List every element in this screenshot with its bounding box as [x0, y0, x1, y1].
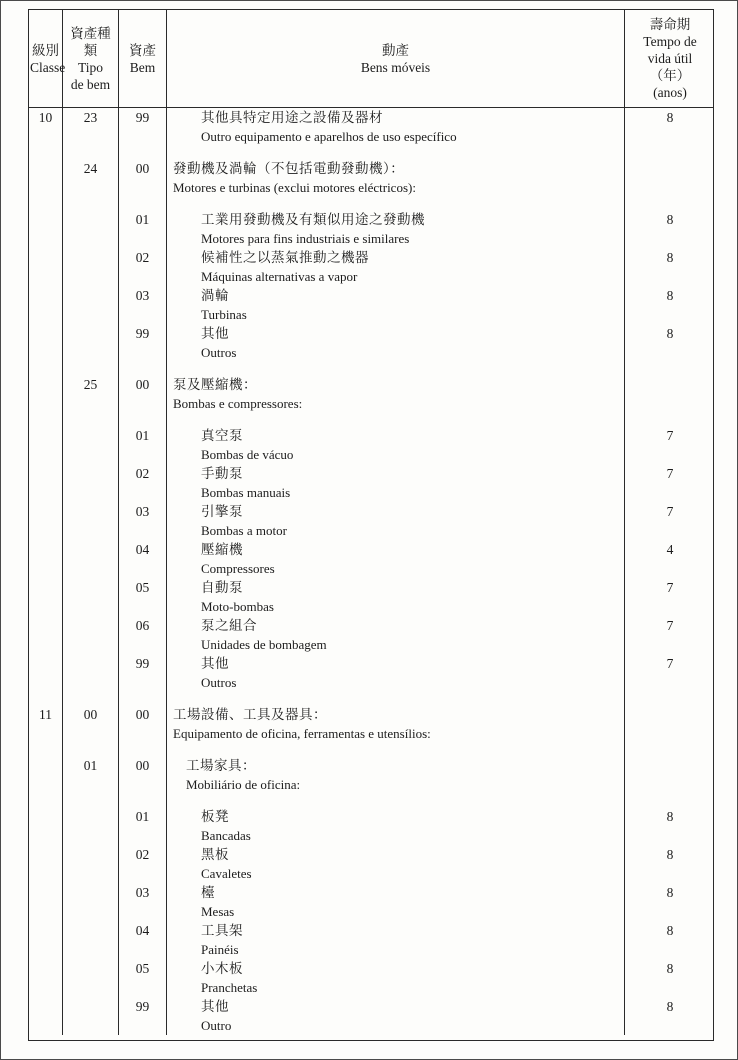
- description-pt: Painéis: [201, 942, 239, 957]
- table-row: [29, 324, 713, 362]
- description-zh: 其他具特定用途之設備及器材: [201, 110, 383, 125]
- description-pt: Pranchetas: [201, 980, 258, 995]
- header-cell-bem: [119, 10, 167, 107]
- cell-bem: 99: [119, 324, 167, 362]
- description-pt: Bombas de vácuo: [201, 447, 294, 462]
- header-cell-vida: [625, 10, 715, 107]
- description-zh: 工業用發動機及有類似用途之發動機: [201, 212, 425, 227]
- cell-classe: [29, 197, 63, 248]
- cell-tipo: [63, 654, 119, 692]
- header-cell-movel: [167, 10, 625, 107]
- description-pt: Compressores: [201, 561, 275, 576]
- cell-bem: 01: [119, 413, 167, 464]
- cell-classe: [29, 540, 63, 578]
- description-pt: Moto-bombas: [201, 599, 274, 614]
- cell-bem: 06: [119, 616, 167, 654]
- description-pt: Outros: [201, 345, 237, 360]
- cell-description: [167, 464, 625, 502]
- cell-vida-util: [625, 692, 715, 743]
- cell-tipo: [63, 413, 119, 464]
- header-cell-tipo: [63, 10, 119, 107]
- cell-classe: 10: [29, 108, 63, 146]
- cell-classe: [29, 845, 63, 883]
- cell-vida-util: [625, 146, 715, 197]
- cell-description: [167, 248, 625, 286]
- cell-classe: [29, 997, 63, 1035]
- cell-classe: [29, 362, 63, 413]
- cell-description: [167, 146, 625, 197]
- cell-tipo: [63, 197, 119, 248]
- cell-bem: 99: [119, 654, 167, 692]
- cell-tipo: 00: [63, 692, 119, 743]
- cell-description: [167, 413, 625, 464]
- cell-tipo: [63, 502, 119, 540]
- cell-tipo: [63, 883, 119, 921]
- cell-classe: [29, 464, 63, 502]
- header-tipo-zh: 資產種類: [70, 25, 111, 58]
- cell-classe: [29, 794, 63, 845]
- description-pt: Bancadas: [201, 828, 251, 843]
- cell-bem: 03: [119, 286, 167, 324]
- cell-tipo: [63, 794, 119, 845]
- description-pt: Outros: [201, 675, 237, 690]
- header-bem-zh: 資產: [129, 42, 156, 58]
- cell-bem: 02: [119, 845, 167, 883]
- description-zh: 渦輪: [201, 288, 229, 303]
- header-movel-pt: Bens móveis: [360, 59, 431, 75]
- description-pt: Outro equipamento e aparelhos de uso específico: [201, 129, 457, 144]
- description-zh: 板凳: [201, 809, 229, 824]
- cell-tipo: [63, 921, 119, 959]
- cell-bem: 03: [119, 883, 167, 921]
- cell-vida-util: 8: [666, 212, 674, 227]
- cell-vida-util: 8: [666, 999, 674, 1014]
- description-pt: Bombas e compressores:: [173, 396, 303, 411]
- cell-vida-util: 8: [666, 326, 674, 341]
- description-pt: Mesas: [201, 904, 235, 919]
- table-row: [29, 959, 713, 997]
- description-pt: Cavaletes: [201, 866, 252, 881]
- description-zh: 工場設備、工具及器具：: [173, 707, 327, 722]
- description-zh: 工具架: [201, 923, 243, 938]
- description-zh: 其他: [201, 656, 229, 671]
- cell-classe: [29, 146, 63, 197]
- cell-tipo: [63, 616, 119, 654]
- depreciation-table: [28, 9, 714, 1041]
- cell-classe: [29, 578, 63, 616]
- header-classe-pt: Classe: [30, 59, 66, 75]
- cell-classe: [29, 616, 63, 654]
- cell-vida-util: 7: [666, 618, 674, 633]
- cell-classe: [29, 324, 63, 362]
- cell-description: [167, 959, 625, 997]
- table-row: [29, 845, 713, 883]
- table-row: [29, 146, 713, 197]
- cell-description: [167, 743, 625, 794]
- cell-description: [167, 578, 625, 616]
- cell-tipo: [63, 464, 119, 502]
- table-row: [29, 997, 713, 1035]
- cell-classe: [29, 654, 63, 692]
- table-row: [29, 502, 713, 540]
- description-zh: 泵之組合: [201, 618, 257, 633]
- cell-vida-util: [625, 362, 715, 413]
- description-zh: 泵及壓縮機：: [173, 377, 257, 392]
- cell-bem: 99: [119, 108, 167, 146]
- cell-tipo: [63, 845, 119, 883]
- description-zh: 自動泵: [201, 580, 243, 595]
- table-row: [29, 692, 713, 743]
- cell-description: [167, 502, 625, 540]
- header-vida-zh: 壽命期: [649, 17, 691, 32]
- cell-description: [167, 324, 625, 362]
- header-tipo-pt2: de bem: [70, 76, 111, 92]
- description-pt: Mobiliário de oficina:: [186, 777, 301, 792]
- cell-classe: [29, 248, 63, 286]
- cell-tipo: [63, 578, 119, 616]
- cell-vida-util: 8: [666, 923, 674, 938]
- cell-description: [167, 883, 625, 921]
- description-pt: Bombas manuais: [201, 485, 291, 500]
- cell-description: [167, 921, 625, 959]
- table-row: [29, 921, 713, 959]
- table-row: [29, 413, 713, 464]
- description-zh: 壓縮機: [201, 542, 243, 557]
- cell-tipo: [63, 959, 119, 997]
- cell-bem: 00: [119, 362, 167, 413]
- cell-tipo: [63, 248, 119, 286]
- cell-vida-util: 7: [666, 504, 674, 519]
- cell-vida-util: 8: [666, 288, 674, 303]
- cell-vida-util: 4: [666, 542, 674, 557]
- table-body: [29, 108, 713, 1040]
- cell-description: [167, 845, 625, 883]
- cell-description: [167, 197, 625, 248]
- cell-bem: 05: [119, 578, 167, 616]
- table-row: [29, 248, 713, 286]
- cell-tipo: 24: [63, 146, 119, 197]
- cell-bem: 00: [119, 146, 167, 197]
- cell-bem: 00: [119, 692, 167, 743]
- cell-vida-util: 8: [666, 961, 674, 976]
- cell-classe: [29, 883, 63, 921]
- description-zh: 發動機及渦輪（不包括電動發動機）：: [173, 161, 405, 176]
- cell-bem: 99: [119, 997, 167, 1035]
- description-zh: 小木板: [201, 961, 243, 976]
- table-row: [29, 616, 713, 654]
- description-pt: Máquinas alternativas a vapor: [201, 269, 358, 284]
- table-row: [29, 654, 713, 692]
- cell-description: [167, 362, 625, 413]
- description-zh: 引擎泵: [201, 504, 243, 519]
- cell-bem: 04: [119, 921, 167, 959]
- cell-description: [167, 616, 625, 654]
- table-row: [29, 540, 713, 578]
- cell-classe: [29, 743, 63, 794]
- description-pt: Equipamento de oficina, ferramentas e utensílios:: [173, 726, 431, 741]
- table-row: [29, 286, 713, 324]
- table-row: [29, 362, 713, 413]
- description-zh: 其他: [201, 999, 229, 1014]
- cell-description: [167, 654, 625, 692]
- cell-description: [167, 692, 625, 743]
- table-header-row: [29, 10, 713, 108]
- header-vida-pt-years: (anos): [653, 85, 687, 100]
- cell-vida-util: 8: [666, 250, 674, 265]
- cell-vida-util: 7: [666, 428, 674, 443]
- cell-tipo: 25: [63, 362, 119, 413]
- cell-bem: 03: [119, 502, 167, 540]
- cell-description: [167, 540, 625, 578]
- description-zh: 手動泵: [201, 466, 243, 481]
- cell-bem: 02: [119, 248, 167, 286]
- cell-description: [167, 108, 625, 146]
- header-vida-pt2: vida útil: [647, 51, 693, 66]
- cell-vida-util: 8: [666, 809, 674, 824]
- table-row: [29, 578, 713, 616]
- cell-classe: [29, 502, 63, 540]
- description-pt: Outro: [201, 1018, 232, 1033]
- header-tipo-pt1: Tipo: [77, 59, 104, 75]
- cell-bem: 02: [119, 464, 167, 502]
- cell-tipo: [63, 540, 119, 578]
- cell-bem: 00: [119, 743, 167, 794]
- header-cell-classe: [29, 10, 66, 107]
- header-vida-pt1: Tempo de: [643, 34, 697, 49]
- cell-bem: 01: [119, 197, 167, 248]
- cell-vida-util: 8: [666, 110, 674, 125]
- cell-tipo: 01: [63, 743, 119, 794]
- description-pt: Turbinas: [201, 307, 247, 322]
- description-zh: 候補性之以蒸氣推動之機器: [201, 250, 369, 265]
- cell-classe: 11: [29, 692, 63, 743]
- description-pt: Bombas a motor: [201, 523, 287, 538]
- cell-description: [167, 286, 625, 324]
- description-zh: 黑板: [201, 847, 229, 862]
- cell-bem: 05: [119, 959, 167, 997]
- description-pt: Motores e turbinas (exclui motores eléctricos):: [173, 180, 416, 195]
- cell-vida-util: 7: [666, 580, 674, 595]
- cell-classe: [29, 921, 63, 959]
- cell-tipo: 23: [63, 108, 119, 146]
- table-row: [29, 108, 713, 146]
- header-classe-zh: 級別: [32, 42, 59, 58]
- cell-bem: 04: [119, 540, 167, 578]
- table-row: [29, 883, 713, 921]
- table-row: [29, 197, 713, 248]
- table-row: [29, 794, 713, 845]
- header-vida-zh-years: （年）: [649, 68, 691, 83]
- cell-vida-util: 7: [666, 656, 674, 671]
- description-zh: 工場家具：: [186, 758, 256, 773]
- description-pt: Motores para fins industriais e similares: [201, 231, 410, 246]
- table-row: [29, 743, 713, 794]
- description-zh: 其他: [201, 326, 229, 341]
- header-bem-pt: Bem: [129, 59, 156, 75]
- cell-tipo: [63, 324, 119, 362]
- cell-vida-util: 8: [666, 885, 674, 900]
- cell-classe: [29, 959, 63, 997]
- cell-classe: [29, 286, 63, 324]
- cell-tipo: [63, 997, 119, 1035]
- cell-description: [167, 794, 625, 845]
- description-zh: 檯: [201, 885, 215, 900]
- cell-vida-util: 7: [666, 466, 674, 481]
- table-row: [29, 464, 713, 502]
- description-pt: Unidades de bombagem: [201, 637, 327, 652]
- description-zh: 真空泵: [201, 428, 243, 443]
- cell-vida-util: [625, 743, 715, 794]
- cell-description: [167, 997, 625, 1035]
- header-movel-zh: 動產: [382, 42, 409, 58]
- cell-tipo: [63, 286, 119, 324]
- cell-classe: [29, 413, 63, 464]
- cell-vida-util: 8: [666, 847, 674, 862]
- cell-bem: 01: [119, 794, 167, 845]
